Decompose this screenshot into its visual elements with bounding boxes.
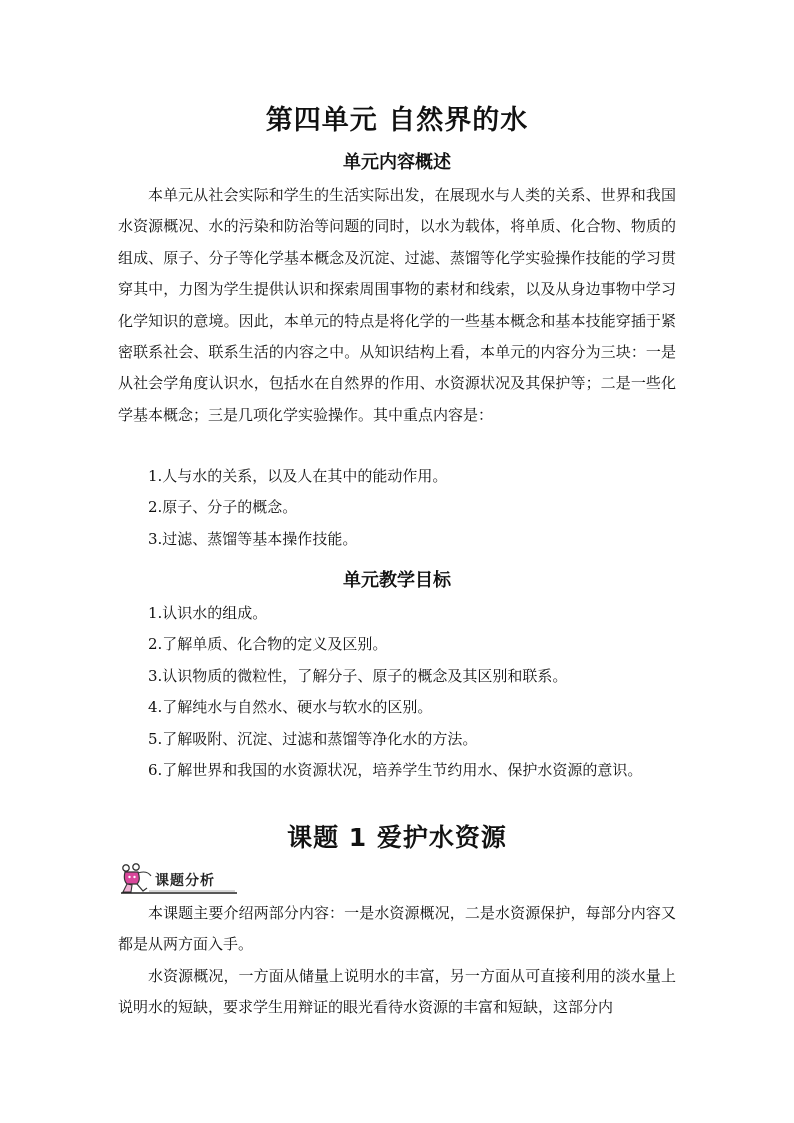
lesson-paragraph-2: 水资源概况，一方面从储量上说明水的丰富，另一方面从可直接利用的淡水量上说明水的短缺，要求学生用辩证的眼光看待水资源的丰富和短缺，这部分内 bbox=[118, 967, 676, 1017]
list-item: 5.了解吸附、沉淀、过滤和蒸馏等净化水的方法。 bbox=[148, 729, 478, 748]
list-item: 1.人与水的关系，以及人在其中的能动作用。 bbox=[148, 467, 448, 485]
key-points-list bbox=[148, 461, 688, 555]
list-item: 6.了解世界和我国的水资源状况，培养学生节约用水、保护水资源的意识。 bbox=[148, 760, 643, 779]
lesson-paragraph-1: 本课题主要介绍两部分内容：一是水资源概况，二是水资源保护，每部分内容又都是从两方面入手。 bbox=[118, 904, 676, 954]
list-item: 1.认识水的组成。 bbox=[148, 604, 268, 622]
objectives-list bbox=[148, 598, 688, 786]
overview-paragraph: 本单元从社会实际和学生的生活实际出发，在展现水与人类的关系、世界和我国水资源概况、水的污染和防治等问题的同时，以水为载体，将单质、化合物、物质的组成、原子、分子等化学基本概念及沉淀、过滤、蒸馏等化学实验操作技能的学习贯穿其中，力图为学生提供认识和探索周围事物的素材和线索，以及从身边事物中学习化学知识的意境。因此，本单元的特点是将化学的一些基本概念和基本技能穿插于紧密联系社会、联系生活的内容之中。从知识结构上看，本单元的内容分为三块：一是从社会学角度认识水，包括水在自然界的作用、水资源状况及其保护等；二是一些化学基本概念；三是几项化学实验操作。其中重点内容是： bbox=[118, 186, 676, 424]
lesson-title: 课题 1 爱护水资源 bbox=[287, 823, 507, 852]
list-item: 4.了解纯水与自然水、硬水与软水的区别。 bbox=[148, 698, 433, 717]
overview-heading: 单元内容概述 bbox=[343, 152, 451, 173]
list-item: 3.认识物质的微粒性，了解分子、原子的概念及其区别和联系。 bbox=[148, 666, 568, 685]
list-item: 2.原子、分子的概念。 bbox=[148, 498, 298, 517]
objectives-heading: 单元教学目标 bbox=[343, 570, 451, 591]
lesson-analysis-badge bbox=[117, 862, 241, 896]
badge-label: 课题分析 bbox=[155, 873, 215, 889]
unit-title: 第四单元 自然界的水 bbox=[265, 105, 529, 136]
list-item: 3.过滤、蒸馏等基本操作技能。 bbox=[148, 529, 358, 548]
list-item: 2.了解单质、化合物的定义及区别。 bbox=[148, 635, 388, 654]
